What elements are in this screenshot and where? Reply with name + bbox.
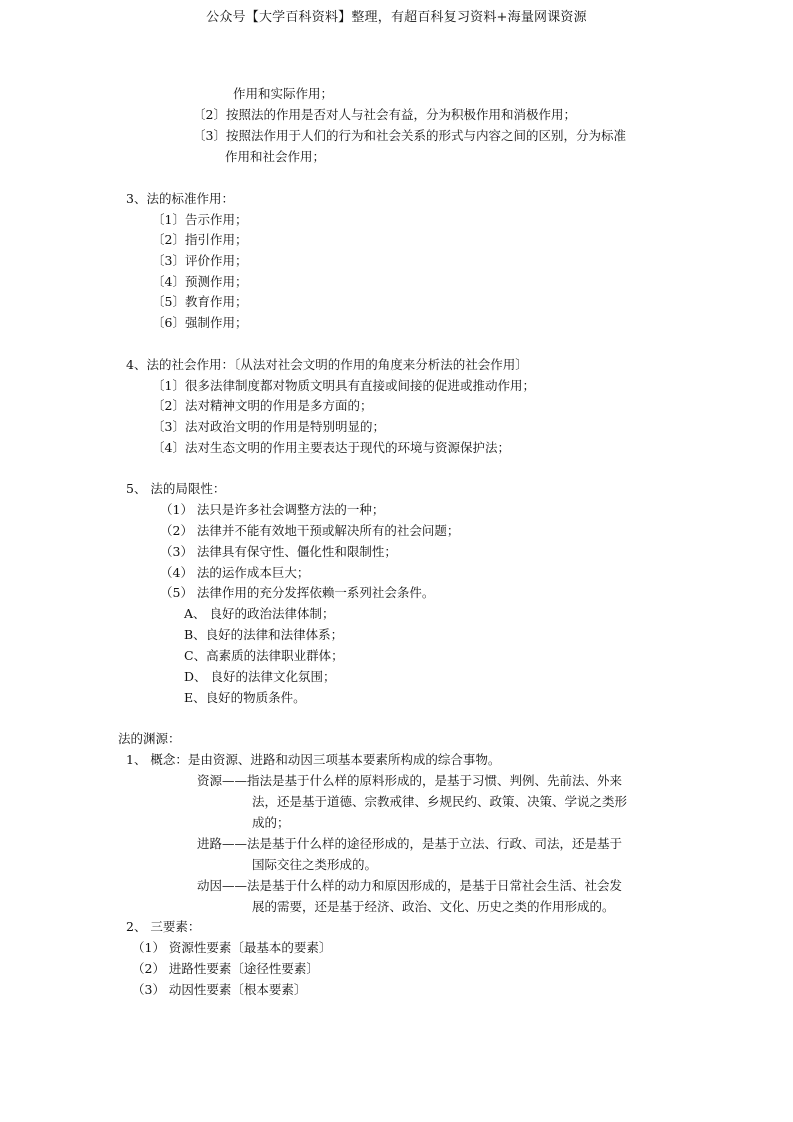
page-header: 公众号【大学百科资料】整理，有超百科复习资料+海量网课资源 <box>206 10 587 25</box>
path-definition-cont: 国际交往之类形成的。 <box>252 857 378 872</box>
elements-title: 2、 三要素： <box>126 919 201 934</box>
list-item: 〔1〕告示作用； <box>152 212 248 227</box>
list-item: 〔2〕法对精神文明的作用是多方面的； <box>152 398 373 413</box>
list-item: E、良好的物质条件。 <box>184 690 306 705</box>
list-item: 〔1〕很多法律制度都对物质文明具有直接或间接的促进或推动作用； <box>152 378 535 393</box>
list-item: 〔4〕预测作用； <box>152 274 248 289</box>
list-item: 〔3〕法对政治文明的作用是特别明显的； <box>152 419 385 434</box>
list-item: B、良好的法律和法律体系； <box>184 627 344 642</box>
role-type-item-3: 〔3〕按照法作用于人们的行为和社会关系的形式与内容之间的区别，分为标准 <box>193 128 626 143</box>
list-item: （2） 法律并不能有效地干预或解决所有的社会问题； <box>160 523 460 538</box>
resource-definition: 资源——指法是基于什么样的原料形成的，是基于习惯、判例、先前法、外来 <box>197 773 623 788</box>
list-item: 〔6〕强制作用； <box>152 315 248 330</box>
list-item: （2） 进路性要素〔途径性要素〕 <box>132 961 319 976</box>
list-item: 〔3〕评价作用； <box>152 253 248 268</box>
list-item: 〔4〕法对生态文明的作用主要表达于现代的环境与资源保护法； <box>152 440 510 455</box>
list-item: （3） 法律具有保守性、僵化性和限制性； <box>160 544 397 559</box>
role-type-item-2: 〔2〕按照法的作用是否对人与社会有益，分为积极作用和消极作用； <box>193 107 576 122</box>
path-definition: 进路——法是基于什么样的途径形成的，是基于立法、行政、司法，还是基于 <box>197 836 623 851</box>
list-item: （1） 法只是许多社会调整方法的一种； <box>160 502 385 517</box>
section-4-title: 4、法的社会作用：〔从法对社会文明的作用的角度来分析法的社会作用〕 <box>126 357 528 372</box>
role-types-continuation: 作用和实际作用； <box>233 86 334 101</box>
list-item: 〔2〕指引作用； <box>152 232 248 247</box>
role-type-item-3-cont: 作用和社会作用； <box>225 149 326 164</box>
section-5-title: 5、 法的局限性： <box>126 481 226 496</box>
list-item: A、 良好的政治法律体制； <box>184 606 335 621</box>
source-section-title: 法的渊源： <box>118 731 181 746</box>
list-item: （5） 法律作用的充分发挥依赖一系列社会条件。 <box>160 585 435 600</box>
list-item: 〔5〕教育作用； <box>152 294 248 309</box>
concept-line: 1、 概念：是由资源、进路和动因三项基本要素所构成的综合事物。 <box>126 752 501 767</box>
section-3-title: 3、法的标准作用： <box>126 191 234 206</box>
cause-definition: 动因——法是基于什么样的动力和原因形成的，是基于日常社会生活、社会发 <box>197 878 623 893</box>
list-item: （1） 资源性要素〔最基本的要素〕 <box>132 940 332 955</box>
cause-definition-cont: 展的需要，还是基于经济、政治、文化、历史之类的作用形成的。 <box>252 899 615 914</box>
resource-definition-cont: 法，还是基于道德、宗教戒律、乡规民约、政策、决策、学说之类形 <box>252 794 628 809</box>
list-item: （4） 法的运作成本巨大； <box>160 565 310 580</box>
list-item: C、高素质的法律职业群体； <box>184 648 344 663</box>
list-item: D、 良好的法律文化氛围； <box>184 669 336 684</box>
list-item: （3） 动因性要素〔根本要素〕 <box>132 982 307 997</box>
resource-definition-cont: 成的； <box>252 815 290 830</box>
